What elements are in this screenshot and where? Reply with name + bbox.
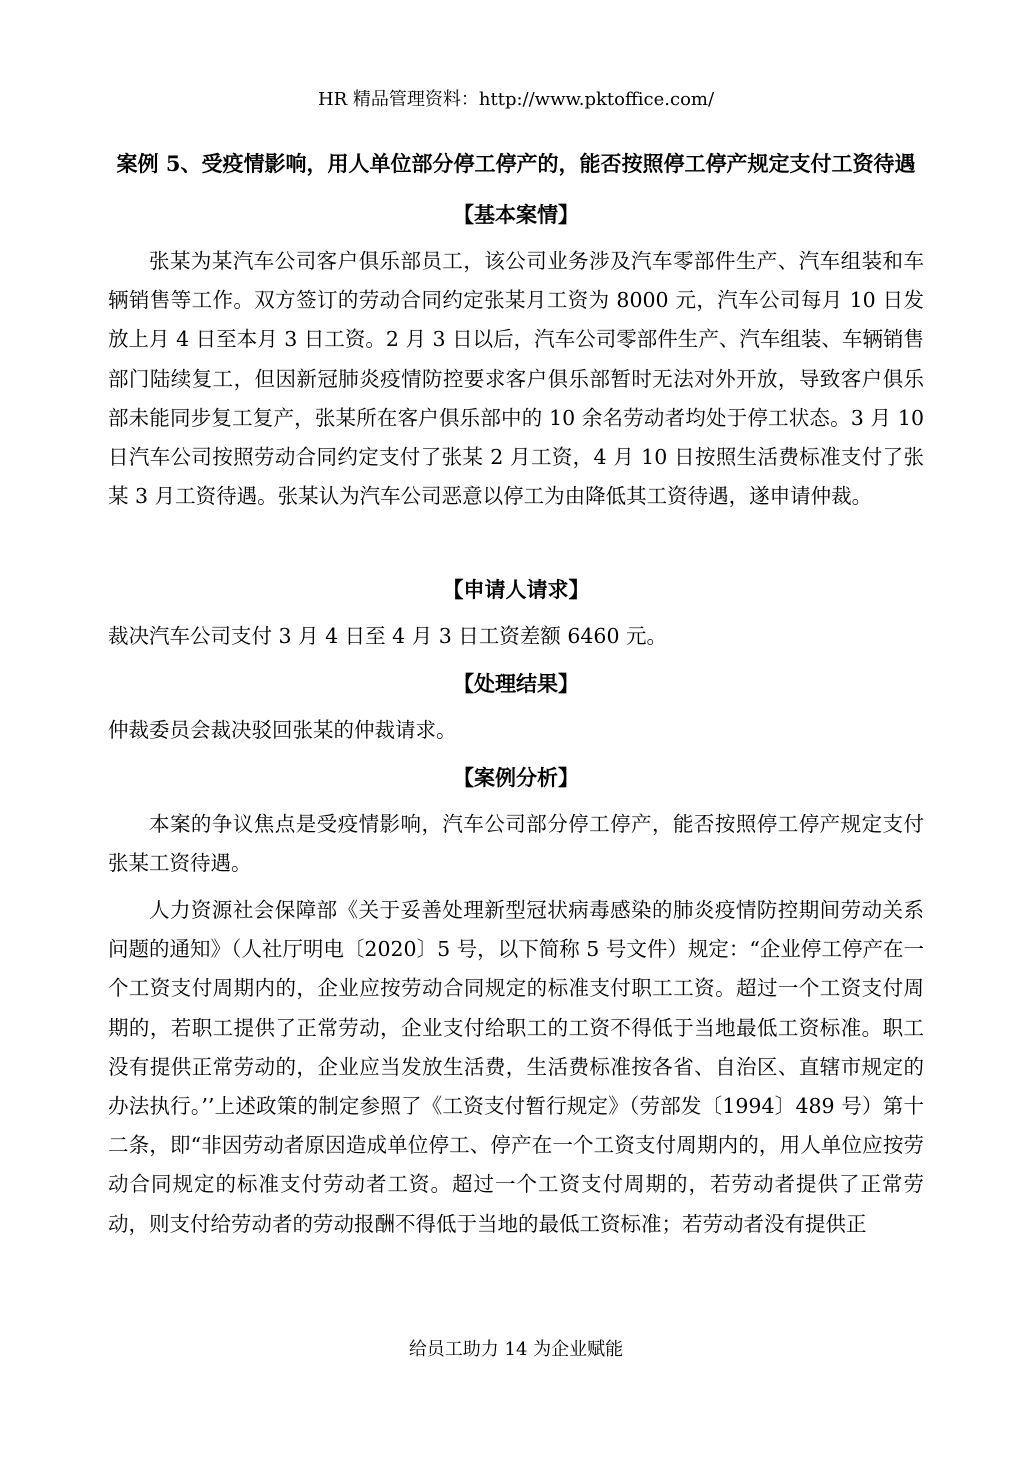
page-footer: 给员工助力 14 为企业赋能 <box>408 1339 624 1360</box>
paragraph-basic-facts: 张某为某汽车公司客户俱乐部员工，该公司业务涉及汽车零部件生产、汽车组装和车辆销售等工作。双方签订的劳动合同约定张某月工资为 8000 元，汽车公司每月 10 日发放上月 4 日至本月 3 日工资。2 月 3 日以后，汽车公司零部件生产、汽车组装、车辆销售部门陆续复工，但因新冠肺炎疫情防控要求客户俱乐部暂时无法对外开放，导致客户俱乐部未能同步复工复产，张某所在客户俱乐部中的 10 余名劳动者均处于停工状态。3 月 10 日汽车公司按照劳动合同约定支付了张某 2 月工资，4 月 10 日按照生活费标准支付了张某 3 月工资待遇。张某认为汽车公司恶意以停工为由降低其工资待遇，遂申请仲裁。 <box>108 249 924 509</box>
heading-analysis: 【案例分析】 <box>453 765 579 790</box>
paragraph-analysis-focus: 本案的争议焦点是受疫情影响，汽车公司部分停工停产，能否按照停工停产规定支付张某工资待遇。 <box>108 812 924 876</box>
heading-basic-facts: 【基本案情】 <box>453 202 579 227</box>
paragraph-analysis-policy: 人力资源社会保障部《关于妥善处理新型冠状病毒感染的肺炎疫情防控期间劳动关系问题的通知》（人社厅明电〔2020〕5 号，以下简称 5 号文件）规定：“企业停工停产在一个工资支付周期内的，企业应按劳动合同规定的标准支付职工工资。超过一个工资支付周期的，若职工提供了正常劳动，企业支付给职工的工资不得低于当地最低工资标准。职工没有提供正常劳动的，企业应当发放生活费，生活费标准按各省、自治区、直辖市规定的办法执行。’’上述政策的制定参照了《工资支付暂行规定》（劳部发〔1994〕489 号）第十二条，即“非因劳动者原因造成单位停工、停产在一个工资支付周期内的，用人单位应按劳动合同规定的标准支付劳动者工资。超过一个工资支付周期的，若劳动者提供了正常劳动，则支付给劳动者的劳动报酬不得低于当地的最低工资标准；若劳动者没有提供正 <box>108 898 924 1236</box>
case-title: 案例 5、受疫情影响，用人单位部分停工停产的，能否按照停工停产规定支付工资待遇 <box>116 151 916 176</box>
paragraph-result: 仲裁委员会裁决驳回张某的仲裁请求。 <box>108 718 457 742</box>
paragraph-claim: 裁决汽车公司支付 3 月 4 日至 4 月 3 日工资差额 6460 元。 <box>108 624 668 648</box>
heading-result: 【处理结果】 <box>453 671 579 696</box>
heading-claim: 【申请人请求】 <box>442 577 590 602</box>
page-header: HR 精品管理资料：http://www.pktoffice.com/ <box>317 89 715 110</box>
